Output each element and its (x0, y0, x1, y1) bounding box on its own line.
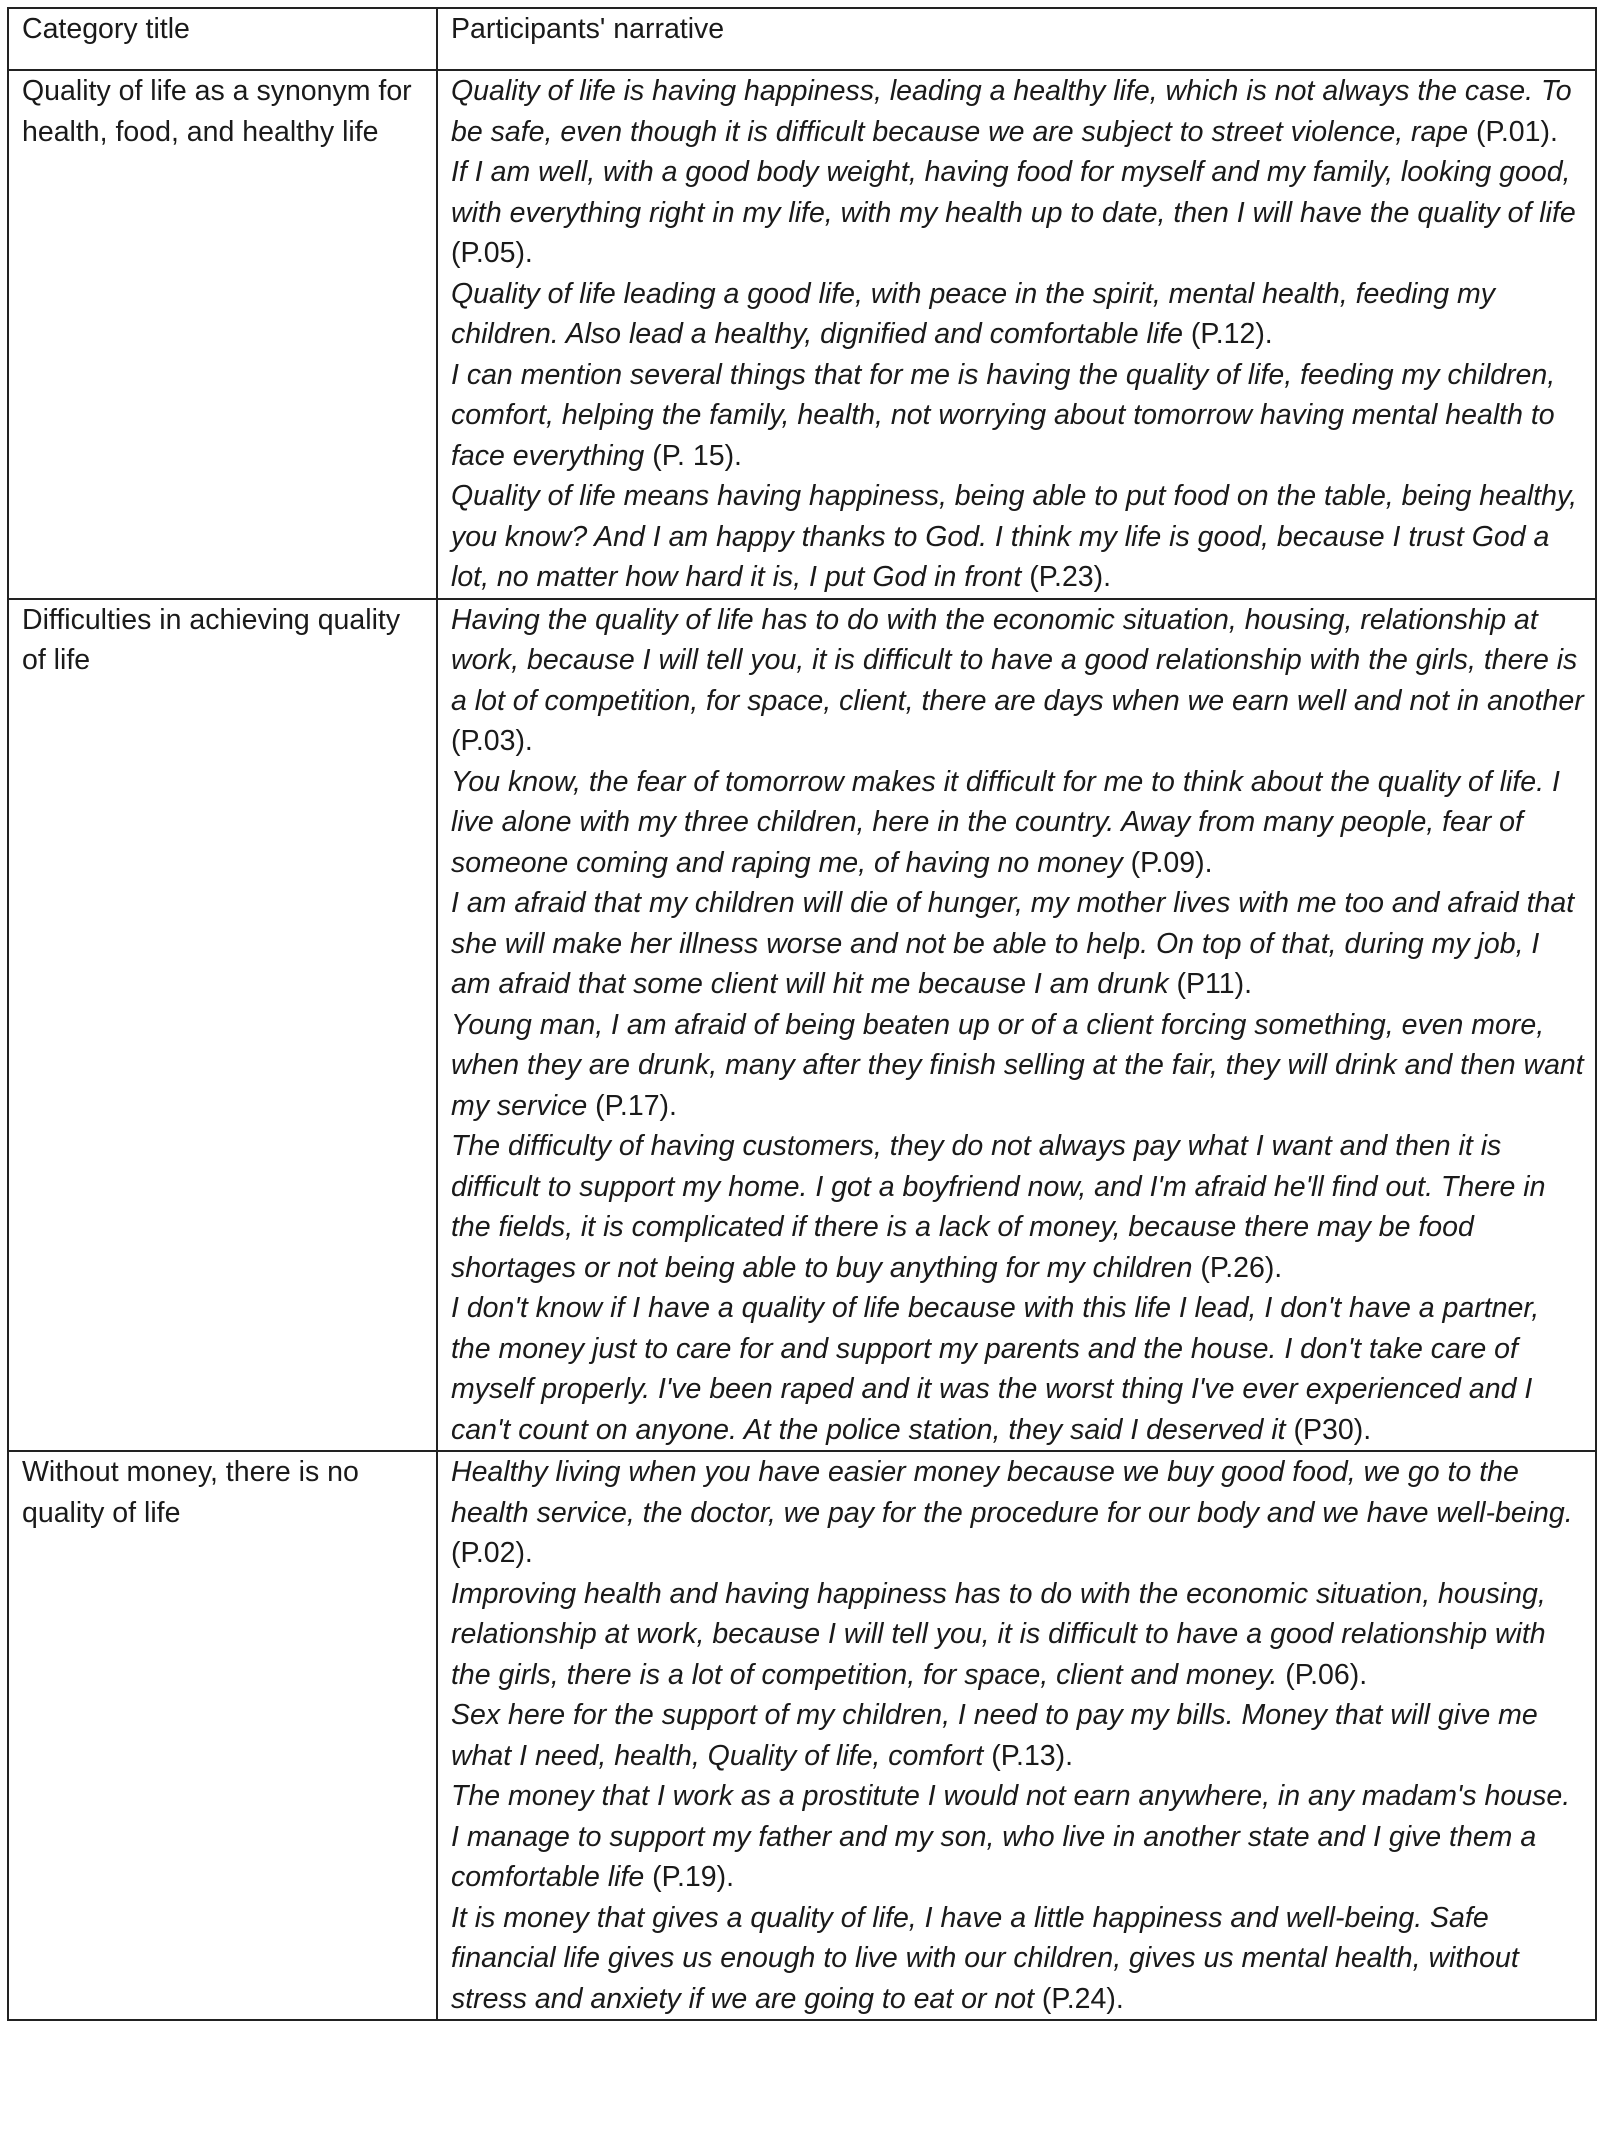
participant-ref: (P30). (1285, 1413, 1372, 1446)
header-category-title: Category title (8, 8, 437, 70)
quote-text: Having the quality of life has to do with the economic situation, housing, relationship at work, because I will tell you, it is difficult to have a good relationship with the girls, there is a lot of competition, for space, client, there are days when we earn well and not in another (451, 603, 1584, 717)
participant-quote (451, 1288, 1585, 1450)
participant-ref: (P.05). (451, 237, 533, 269)
participant-ref: (P.26). (1192, 1251, 1283, 1284)
table-row (8, 599, 1596, 1452)
participant-ref: (P.12). (1182, 318, 1273, 350)
quote-text: Young man, I am afraid of being beaten up or of a client forcing something, even more, when they are drunk, many after they finish selling at the fair, they will drink and then want my service (451, 1008, 1584, 1122)
quote-text: Improving health and having happiness has to do with the economic situation, housing, relationship at work, because I will tell you, it is difficult to have a good relationship with the girls, there is a lot of competition, for space, client and money. (451, 1577, 1546, 1691)
participant-quote (451, 355, 1585, 477)
participant-quote (451, 152, 1585, 274)
quote-text: The money that I work as a prostitute I would not earn anywhere, in any madam's house. I manage to support my father and my son, who live in another state and I give them a comfortable life (451, 1780, 1571, 1893)
participant-quote (451, 274, 1585, 355)
quote-text: Quality of life leading a good life, with peace in the spirit, mental health, feeding my children. Also lead a healthy, dignified and comfortable life (451, 277, 1496, 350)
participant-ref: (P.24). (1034, 1982, 1124, 2015)
qualitative-findings-table (7, 7, 1597, 2021)
participant-quote (451, 1452, 1585, 1574)
participant-ref: (P.09). (1122, 846, 1213, 879)
quote-text: Quality of life means having happiness, being able to put food on the table, being healthy, you know? And I am happy thanks to God. I think my life is good, because I trust God a lot, no matter how hard it is, I put God in front (451, 480, 1578, 593)
participant-quote (451, 1574, 1585, 1696)
participant-quote (451, 1776, 1585, 1898)
quote-text: It is money that gives a quality of life, I have a little happiness and well-being. Safe financial life gives us enough to live with our children, gives us mental health, without stress and anxiety if we are going to eat or not (451, 1901, 1519, 2015)
participant-ref: (P.23). (1021, 561, 1112, 593)
participant-quote (451, 71, 1585, 152)
participant-quote (451, 476, 1585, 598)
header-participants-narrative: Participants' narrative (437, 8, 1596, 70)
table-row (8, 1451, 1596, 2020)
participant-quote (451, 1005, 1585, 1127)
participant-ref: (P.01). (1468, 115, 1558, 148)
narrative-cell (437, 1451, 1596, 2020)
category-cell: Difficulties in achieving quality of life (8, 599, 437, 1452)
quote-text: Healthy living when you have easier money because we buy good food, we go to the health service, the doctor, we pay for the procedure for our body and we have well-being. (451, 1456, 1573, 1529)
table-header-row (8, 8, 1596, 70)
participant-ref: (P. 15). (644, 439, 742, 472)
participant-quote (451, 762, 1585, 884)
table-row (8, 70, 1596, 599)
quote-text: Quality of life is having happiness, leading a healthy life, which is not always the case. To be safe, even though it is difficult because we are subject to street violence, rape (451, 75, 1572, 148)
participant-ref: (P.02). (451, 1537, 533, 1569)
quote-text: The difficulty of having customers, they do not always pay what I want and then it is difficult to support my home. I got a boyfriend now, and I'm afraid he'll find out. There in the fields, it is complicated if there is a lack of money, because there may be food shortages or not being able to buy anything for my children (451, 1130, 1546, 1284)
category-cell: Quality of life as a synonym for health, food, and healthy life (8, 70, 437, 599)
participant-ref: (P.03). (451, 725, 533, 757)
participant-ref: (P.17). (587, 1089, 677, 1122)
participant-quote (451, 1126, 1585, 1288)
quote-text: If I am well, with a good body weight, having food for myself and my family, looking good, with everything right in my life, with my health up to date, then I will have the quality of life (451, 156, 1576, 229)
participant-ref: (P.19). (644, 1861, 735, 1893)
participant-ref: (P11). (1168, 968, 1252, 1000)
quote-text: I am afraid that my children will die of hunger, my mother lives with me too and afraid that she will make her illness worse and not be able to help. On top of that, during my job, I am afraid that some client will hit me because I am drunk (451, 887, 1575, 1000)
participant-quote (451, 1695, 1585, 1776)
participant-quote (451, 1898, 1585, 2020)
narrative-cell (437, 70, 1596, 599)
category-cell: Without money, there is no quality of life (8, 1451, 437, 2020)
participant-ref: (P.13). (983, 1739, 1074, 1772)
participant-ref: (P.06). (1277, 1658, 1368, 1691)
participant-quote (451, 883, 1585, 1005)
participant-quote (451, 600, 1585, 762)
quote-text: I can mention several things that for me is having the quality of life, feeding my children, comfort, helping the family, health, not worrying about tomorrow having mental health to face everything (451, 358, 1556, 472)
narrative-cell (437, 599, 1596, 1452)
quote-text: Sex here for the support of my children, I need to pay my bills. Money that will give me what I need, health, Quality of life, comfort (451, 1699, 1538, 1772)
quote-text: I don't know if I have a quality of life because with this life I lead, I don't have a partner, the money just to care for and support my parents and the house. I don't take care of myself properly. I've been raped and it was the worst thing I've ever experienced and I can't count on anyone. At the police station, they said I deserved it (451, 1292, 1540, 1446)
quote-text: You know, the fear of tomorrow makes it difficult for me to think about the quality of life. I live alone with my three children, here in the country. Away from many people, fear of someone coming and raping me, of having no money (451, 765, 1560, 879)
